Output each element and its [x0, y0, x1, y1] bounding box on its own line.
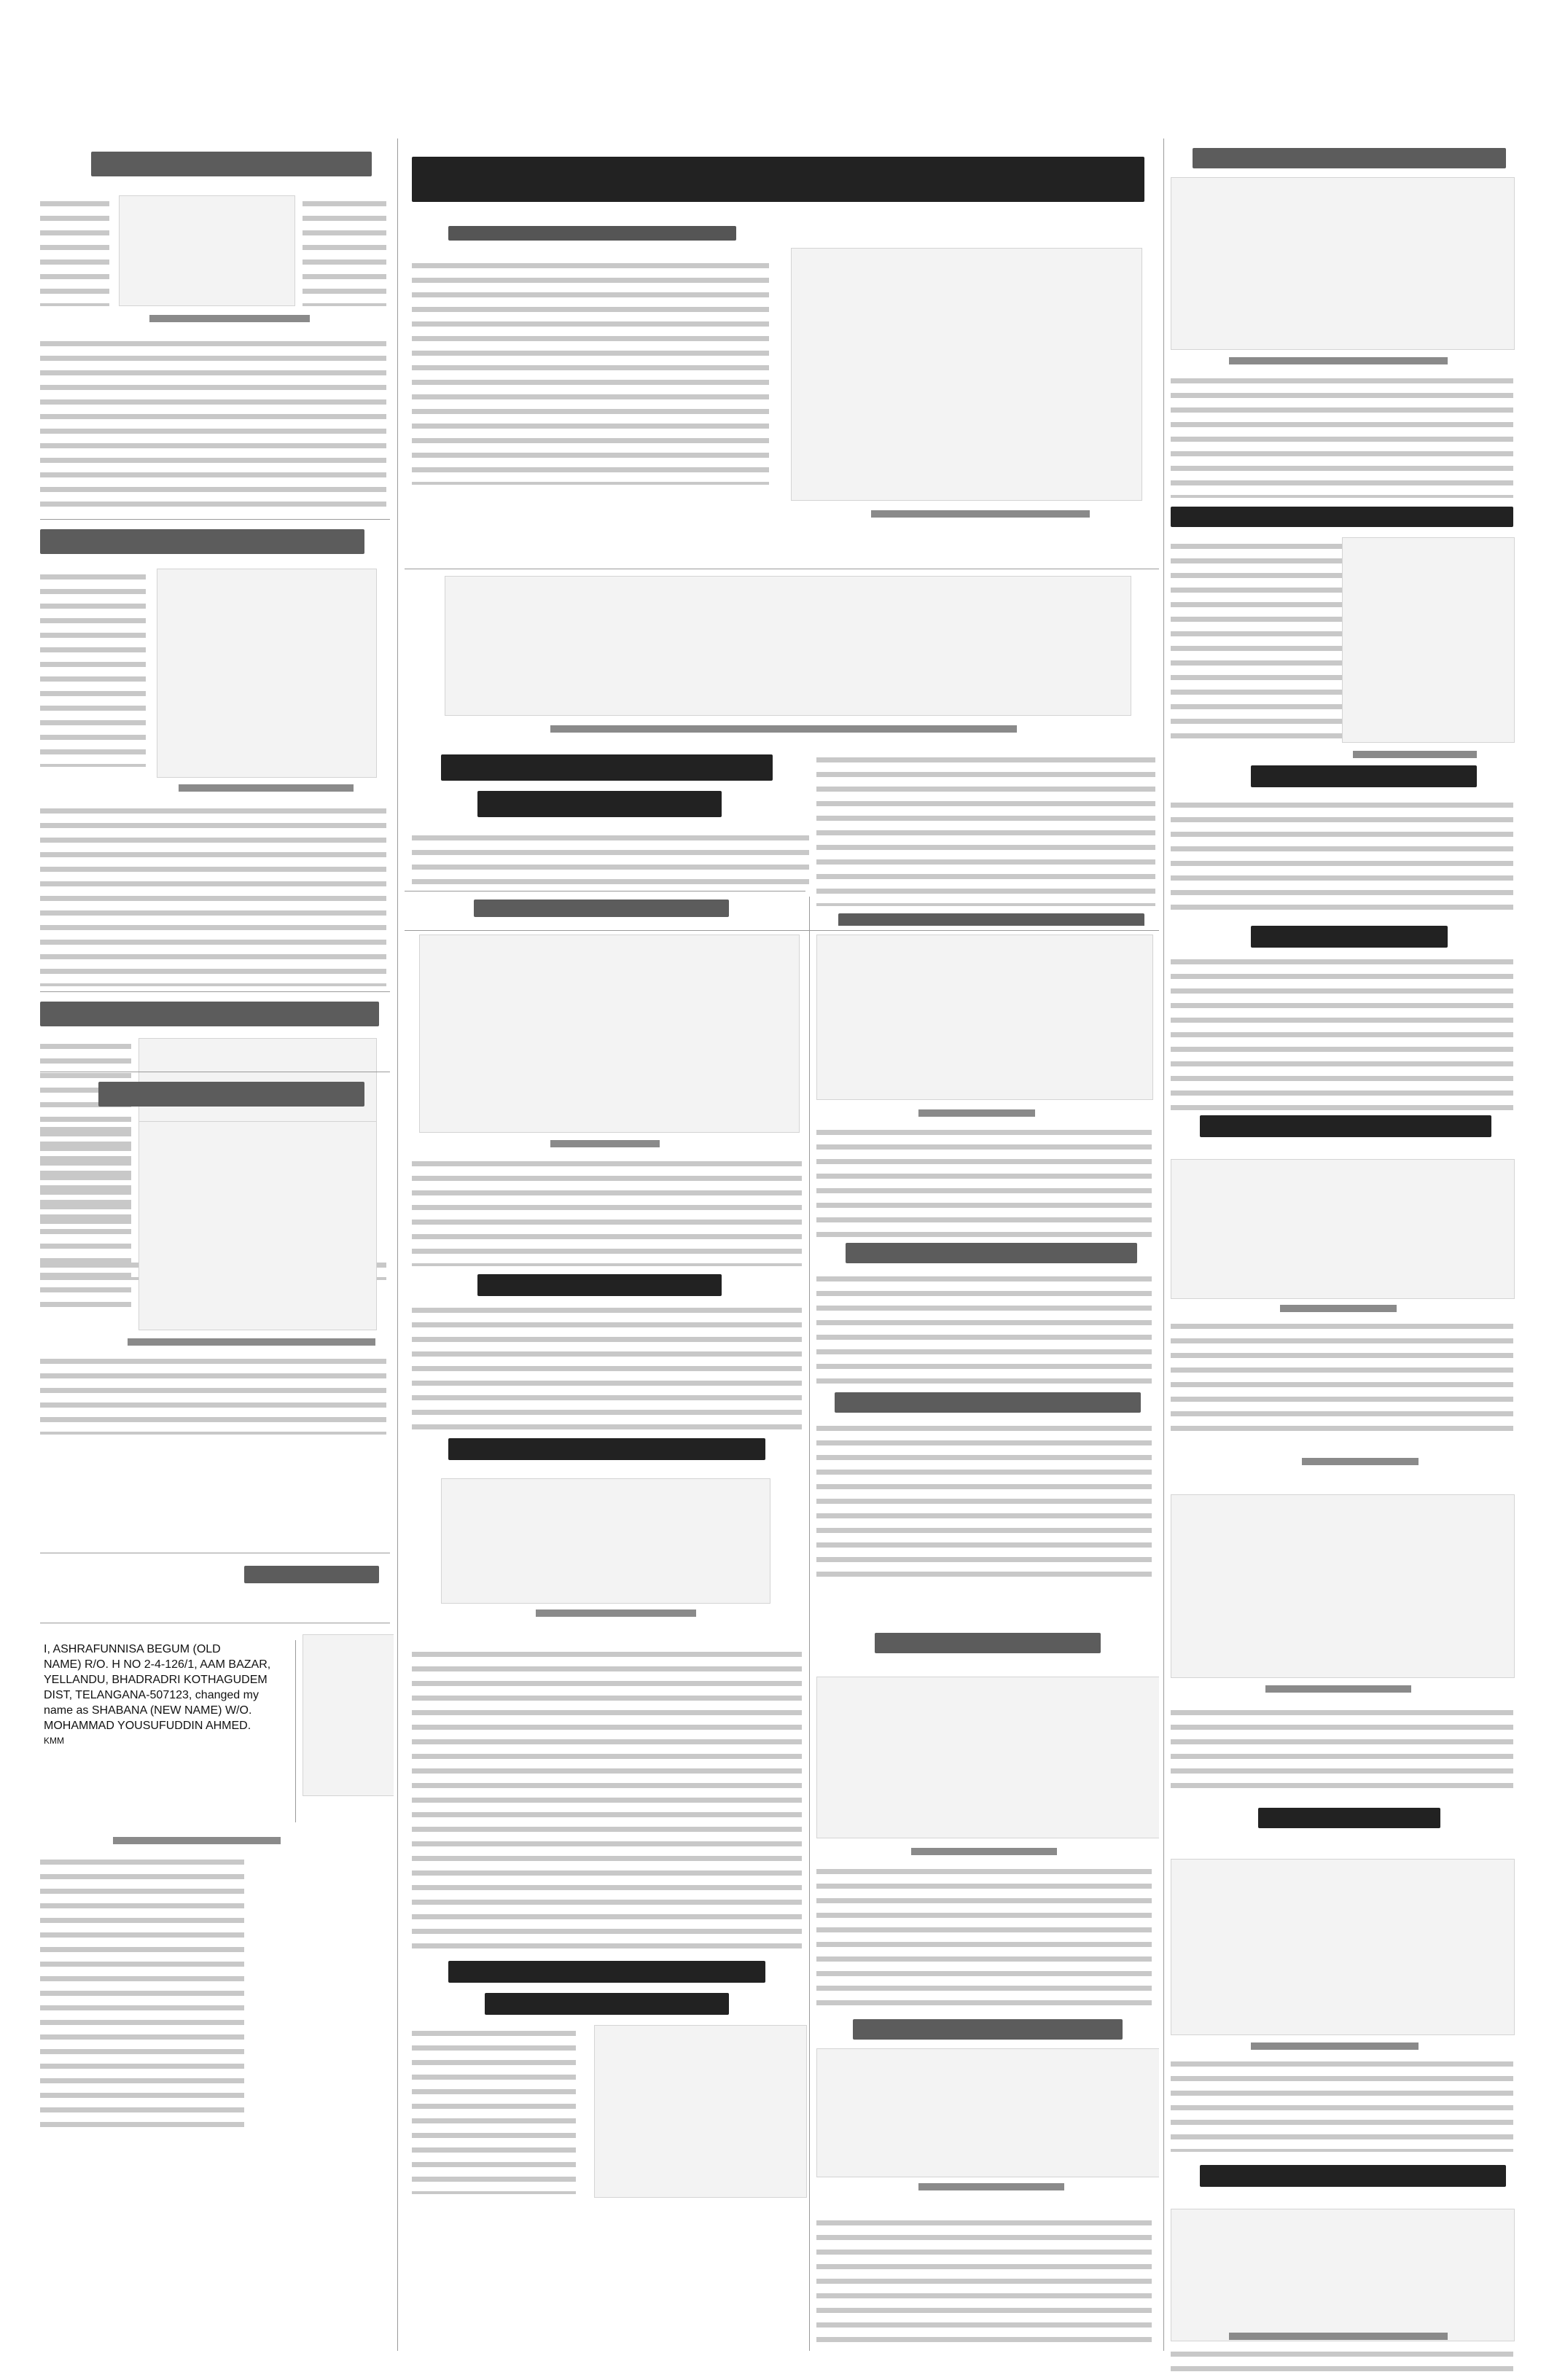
news-photo — [1171, 1494, 1515, 1678]
article-condolence-ceremony — [1171, 1859, 1521, 2209]
article-olympiad-wonder-kids — [1171, 507, 1521, 751]
article-road-accident — [40, 523, 386, 990]
article-ration-rice — [1171, 142, 1521, 510]
news-photo — [1171, 177, 1515, 350]
article-brk-students — [1171, 1115, 1521, 1494]
article-ganja-seized — [40, 1079, 386, 1538]
headline — [1258, 1808, 1440, 1828]
article-harvest-students — [1171, 1494, 1521, 1859]
article-gurukul-exams — [405, 1435, 809, 1631]
lead-article-bjp-policies — [405, 142, 1159, 550]
article-exam-centres — [405, 1633, 809, 1954]
notice-line: NAME) R/O. H NO 2-4-126/1, AAM BAZAR, — [44, 1658, 271, 1671]
article-thalassemia-blood-donation — [816, 1392, 1159, 1677]
headline — [1200, 1115, 1491, 1137]
news-photo — [445, 576, 1131, 716]
headline — [1200, 2165, 1506, 2187]
news-photo — [303, 1634, 394, 1796]
photo-strip-condolence — [405, 576, 1159, 736]
column-rule — [809, 897, 810, 2351]
article-farmers-protest — [405, 935, 809, 1273]
name-change-notice — [44, 1642, 284, 1809]
notice-text — [44, 1642, 284, 1749]
article-crop-protection — [816, 1243, 1159, 1389]
headline-2 — [875, 1633, 1101, 1653]
headline — [441, 754, 773, 781]
article-madrasa-speech — [816, 935, 1159, 1241]
subheadline — [448, 226, 736, 241]
news-photo — [1342, 537, 1515, 743]
news-photo — [1171, 2209, 1515, 2341]
news-photo — [157, 569, 377, 778]
article-literature-society — [816, 1677, 1159, 2026]
article-pipeline-burst-text — [40, 1837, 390, 2201]
article-job-mela — [1171, 751, 1521, 926]
headline — [91, 152, 372, 176]
article-ex-mp-condolence — [405, 747, 816, 889]
news-photo — [816, 935, 1153, 1100]
headline — [474, 900, 729, 917]
notice-code: KMM — [44, 1736, 64, 1746]
article-implement-guarantees — [1171, 926, 1521, 1115]
article-financial-aid-text — [1171, 2333, 1521, 2376]
headline-line2 — [477, 791, 722, 817]
article-alumni-meet-text — [816, 2216, 1159, 2362]
news-photo — [791, 248, 1142, 501]
headline — [477, 1274, 722, 1296]
headline — [1171, 507, 1513, 527]
article-slaughterhouse — [809, 747, 1159, 926]
headline — [40, 529, 364, 554]
news-photo — [138, 1121, 377, 1330]
headline — [412, 157, 1144, 202]
headline — [448, 1438, 765, 1460]
headline — [448, 1961, 765, 1983]
notice-line: YELLANDU, BHADRADRI KOTHAGUDEM — [44, 1674, 268, 1686]
headline — [1193, 148, 1506, 168]
headline-line2 — [485, 1993, 729, 2015]
article-hanuman-chalisa — [405, 1961, 809, 2209]
article-25-lakh-per-acre — [405, 895, 809, 924]
headline — [98, 1082, 364, 1107]
news-photo — [594, 2025, 807, 2198]
headline — [838, 913, 1144, 926]
article-alumni-meet — [816, 2019, 1159, 2216]
article-bjs-mandal-president — [405, 1274, 809, 1435]
notice-line: MOHAMMAD YOUSUFUDDIN AHMED. — [44, 1720, 251, 1732]
news-photo — [816, 2048, 1159, 2177]
headline — [1251, 765, 1477, 787]
news-photo — [419, 935, 800, 1133]
news-photo — [441, 1478, 770, 1604]
news-photo — [119, 195, 295, 306]
news-photo — [1171, 1159, 1515, 1299]
notice-line: name as SHABANA (NEW NAME) W/O. — [44, 1704, 252, 1717]
notice-line: DIST, TELANGANA-507123, changed my — [44, 1689, 259, 1701]
headline — [853, 2019, 1123, 2040]
news-photo — [1171, 1859, 1515, 2035]
column-rule — [1163, 138, 1164, 2351]
article-pipeline-burst — [303, 1634, 394, 1853]
article-pipeline-repairs — [40, 1557, 386, 1630]
headline — [846, 1243, 1137, 1263]
headline — [40, 1002, 379, 1026]
headline — [835, 1392, 1141, 1413]
column-rule — [397, 138, 398, 2351]
article-kodipandem-arrest — [40, 146, 386, 514]
headline — [244, 1566, 379, 1583]
headline — [1251, 926, 1448, 948]
news-photo — [816, 1677, 1159, 1838]
notice-line: I, ASHRAFUNNISA BEGUM (OLD — [44, 1643, 221, 1655]
